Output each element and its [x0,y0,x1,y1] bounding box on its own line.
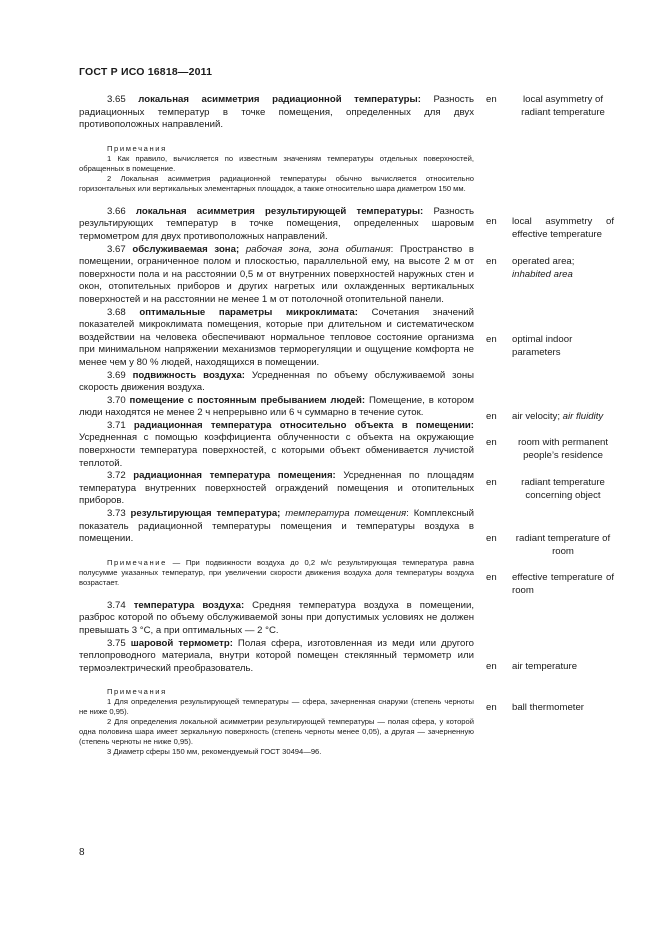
english-term: local asymmetry of effective temperature [512,216,614,240]
term-3-65: 3.65 локальная асимметрия радиационной температуры: Разность радиационных температур в точке помещения, определенных для двух противоположных направлений. [79,94,474,131]
note-text: 2 Для определения локальной асимметрии результирующей температуры — полая сфера, у которой одна половина шара имеет зеркальную поверхность (степень черноты менее 0,05), а другая — зачерненную (степень черноты не ниже 0,95). [79,717,474,747]
notes-title: Примечания [107,687,167,697]
term-3-68: 3.68 оптимальные параметры микроклимата: Сочетания значений показателей микроклимата помещения, которые при длительном и систематическом воздействии на человека обеспечивают нормальное тепловое состояние организма при минимальном напряжении механизмов терморегуляции и ощущение комфорта не менее чем у 80 % людей, находящихся в помещении. [79,306,474,368]
english-term: local asymmetry of radiant temperature [521,94,605,118]
main-column [79,94,474,757]
page-number: 8 [79,847,85,858]
note-text: 1 Для определения результирующей температуры — сфера, зачерненная снаружи (степень черноты не ниже 0,95). [79,697,474,717]
term-3-70: 3.70 помещение с постоянным пребыванием людей: Помещение, в котором люди находятся не менее 2 ч непрерывно или 6 ч суммарно в течение суток. [79,394,475,419]
lang-label: en [486,533,497,544]
english-term: optimal indoor parameters [512,334,573,358]
english-term: operated area; inhabited area [512,256,575,280]
lang-label: en [486,572,497,583]
english-term: effective temperature of room [512,572,614,596]
term-3-72: 3.72 радиационная температура помещения: Усредненная по площадям температура внутренних поверхностей ограждений помещения и отопительных приборов. [79,470,475,507]
term-3-74: 3.74 температура воздуха: Средняя температура воздуха в помещении, разброс которой по объему обслуживаемой зоны при допустимых условиях не должен превышать 3 °С, а при оптимальных — 2 °С. [79,599,475,636]
note-text: 3 Диаметр сферы 150 мм, рекомендуемый ГОСТ 30494—96. [107,747,322,757]
document-header: ГОСТ Р ИСО 16818—2011 [79,66,213,78]
term-3-66: 3.66 локальная асимметрия результирующей температуры: Разность результирующих температур в точке помещения, определенных шаровым термометром для двух противоположных направлений. [79,205,474,242]
term-3-75: 3.75 шаровой термометр: Полая сфера, изготовленная из меди или другого теплопроводного материала, внутри которой помещен стеклянный термометр или термоэлектрический преобразователь. [79,637,474,674]
lang-label: en [486,216,497,227]
term-3-73: 3.73 результирующая температура; температура помещения: Комплексный показатель радиационной температуры помещения и температуры воздуха в помещении. [79,508,474,545]
lang-label: en [486,437,497,448]
term-3-69: 3.69 подвижность воздуха: Усредненная по объему обслуживаемой зоны скорость движения воздуха. [79,369,475,394]
english-term: air temperature [512,661,578,672]
lang-label: en [486,94,497,105]
english-term: ball thermometer [512,702,584,713]
lang-label: en [486,702,497,713]
note-text: 1 Как правило, вычисляется по известным значениям температуры отдельных поверхностей, обращенных в помещение. [79,153,474,173]
note-text: 2 Локальная асимметрия радиационной температуры обычно вычисляется относительно горизонтальных или вертикальных элементарных площадок, а также относительно шара диаметром 150 мм. [79,173,474,193]
notes-title: Примечания [107,143,167,153]
term-3-71: 3.71 радиационная температура относительно объекта в помещении: Усредненная с помощью коэффициента облученности с объекта на окружающие поверхности температура поверхностей, с которыми объект обменивается лучистой теплотой. [79,419,474,469]
lang-label: en [486,334,497,345]
term-3-67: 3.67 обслуживаемая зона; рабочая зона, зона обитания: Пространство в помещении, ограниченное полом и плоскостью, параллельной ему, на высоте 2 м от поверхности пола и на расстоянии 0,5 м от внутренних поверхностей наружных стен и окон, отопительных приборов и других нагретых или охлажденных вертикальных поверхностей и на расстоянии не менее 1 м от потолочной отопительной панели. [79,243,474,305]
lang-label: en [486,477,497,488]
english-term: radiant temperature of room [515,533,611,557]
english-term: radiant temperature concerning object [521,477,605,501]
lang-label: en [486,256,497,267]
english-term: air velocity; air fluidity [512,411,604,422]
lang-label: en [486,661,497,672]
lang-label: en [486,411,497,422]
note-text: Примечание — При подвижности воздуха до 0,2 м/с результирующая температура равна полусумме указанных температур, при увеличении скорости движения воздуха доля температуры воздуха возрастает. [79,557,474,587]
english-term: room with permanent people’s residence [517,437,609,461]
